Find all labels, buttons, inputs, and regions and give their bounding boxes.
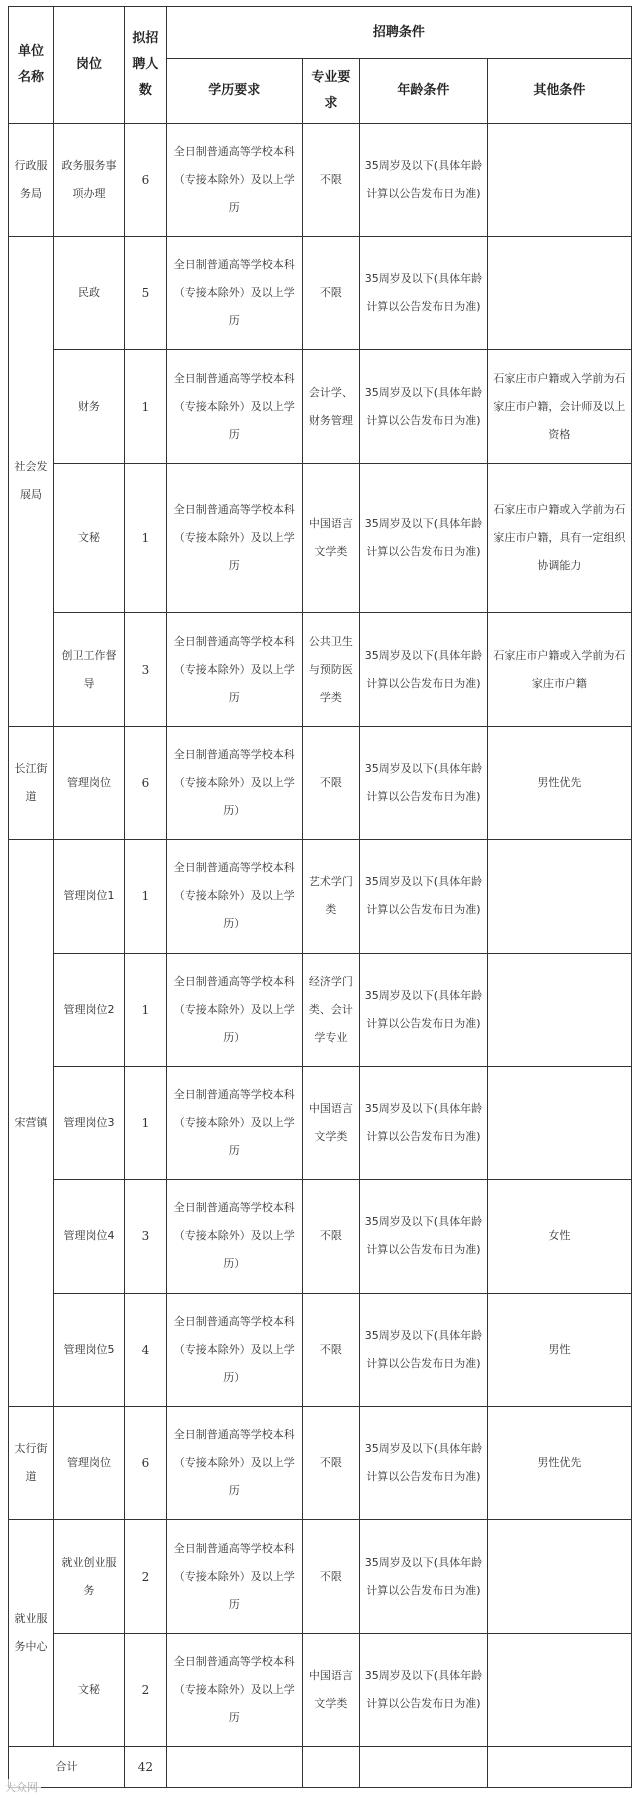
header-unit: 单位名称 xyxy=(9,7,54,124)
age-cell: 35周岁及以下(具体年龄计算以公告发布日为准) xyxy=(360,1633,488,1746)
education-cell: 全日制普通高等学校本科（专接本除外）及以上学历 xyxy=(166,123,302,236)
other-cell xyxy=(487,1066,631,1179)
education-cell: 全日制普通高等学校本科（专接本除外）及以上学历 xyxy=(166,1066,302,1179)
age-cell: 35周岁及以下(具体年龄计算以公告发布日为准) xyxy=(360,1520,488,1633)
count-cell: 6 xyxy=(125,726,167,839)
age-cell: 35周岁及以下(具体年龄计算以公告发布日为准) xyxy=(360,726,488,839)
education-cell: 全日制普通高等学校本科（专接本除外）及以上学历 xyxy=(166,613,302,726)
position-cell: 管理岗位5 xyxy=(53,1293,124,1406)
count-cell: 1 xyxy=(125,1066,167,1179)
major-cell: 中国语言文学类 xyxy=(302,1066,359,1179)
position-cell: 管理岗位3 xyxy=(53,1066,124,1179)
age-cell: 35周岁及以下(具体年龄计算以公告发布日为准) xyxy=(360,350,488,463)
count-cell: 1 xyxy=(125,463,167,613)
position-cell: 民政 xyxy=(53,237,124,350)
unit-cell: 太行街道 xyxy=(9,1406,54,1519)
other-cell xyxy=(487,953,631,1066)
count-cell: 2 xyxy=(125,1633,167,1746)
unit-cell: 行政服务局 xyxy=(9,123,54,236)
header-education: 学历要求 xyxy=(166,59,302,124)
other-cell xyxy=(487,123,631,236)
position-cell: 文秘 xyxy=(53,463,124,613)
other-cell: 石家庄市户籍或入学前为石家庄市户籍 xyxy=(487,613,631,726)
major-cell: 中国语言文学类 xyxy=(302,463,359,613)
unit-cell: 宋营镇 xyxy=(9,840,54,1407)
major-cell: 不限 xyxy=(302,1520,359,1633)
position-cell: 管理岗位 xyxy=(53,1406,124,1519)
count-cell: 1 xyxy=(125,350,167,463)
count-cell: 6 xyxy=(125,123,167,236)
count-cell: 3 xyxy=(125,1180,167,1293)
header-conditions: 招聘条件 xyxy=(166,7,631,59)
age-cell: 35周岁及以下(具体年龄计算以公告发布日为准) xyxy=(360,613,488,726)
age-cell: 35周岁及以下(具体年龄计算以公告发布日为准) xyxy=(360,1066,488,1179)
other-cell: 石家庄市户籍或入学前为石家庄市户籍，会计师及以上资格 xyxy=(487,350,631,463)
education-cell: 全日制普通高等学校本科（专接本除外）及以上学历 xyxy=(166,1633,302,1746)
total-count: 42 xyxy=(125,1747,167,1788)
age-cell: 35周岁及以下(具体年龄计算以公告发布日为准) xyxy=(360,237,488,350)
total-empty-cell xyxy=(360,1747,488,1788)
major-cell: 不限 xyxy=(302,237,359,350)
header-major: 专业要求 xyxy=(302,59,359,124)
header-other: 其他条件 xyxy=(487,59,631,124)
header-age: 年龄条件 xyxy=(360,59,488,124)
education-cell: 全日制普通高等学校本科（专接本除外）及以上学历 xyxy=(166,1406,302,1519)
recruitment-table xyxy=(8,6,632,1788)
major-cell: 不限 xyxy=(302,1406,359,1519)
education-cell: 全日制普通高等学校本科（专接本除外）及以上学历 xyxy=(166,237,302,350)
major-cell: 公共卫生与预防医学类 xyxy=(302,613,359,726)
position-cell: 管理岗位2 xyxy=(53,953,124,1066)
education-cell: 全日制普通高等学校本科（专接本除外）及以上学历） xyxy=(166,953,302,1066)
count-cell: 1 xyxy=(125,953,167,1066)
other-cell xyxy=(487,1633,631,1746)
other-cell xyxy=(487,840,631,953)
major-cell: 不限 xyxy=(302,1293,359,1406)
age-cell: 35周岁及以下(具体年龄计算以公告发布日为准) xyxy=(360,840,488,953)
total-empty-cell xyxy=(302,1747,359,1788)
position-cell: 管理岗位 xyxy=(53,726,124,839)
count-cell: 4 xyxy=(125,1293,167,1406)
watermark: 大众网 xyxy=(2,1779,41,1795)
unit-cell: 就业服务中心 xyxy=(9,1520,54,1747)
header-position: 岗位 xyxy=(53,7,124,124)
age-cell: 35周岁及以下(具体年龄计算以公告发布日为准) xyxy=(360,123,488,236)
position-cell: 创卫工作督导 xyxy=(53,613,124,726)
age-cell: 35周岁及以下(具体年龄计算以公告发布日为准) xyxy=(360,953,488,1066)
education-cell: 全日制普通高等学校本科（专接本除外）及以上学历） xyxy=(166,1293,302,1406)
other-cell: 男性 xyxy=(487,1293,631,1406)
position-cell: 政务服务事项办理 xyxy=(53,123,124,236)
count-cell: 6 xyxy=(125,1406,167,1519)
education-cell: 全日制普通高等学校本科（专接本除外）及以上学历） xyxy=(166,726,302,839)
education-cell: 全日制普通高等学校本科（专接本除外）及以上学历） xyxy=(166,840,302,953)
education-cell: 全日制普通高等学校本科（专接本除外）及以上学历） xyxy=(166,1180,302,1293)
total-label: 合计 xyxy=(9,1747,125,1788)
position-cell: 财务 xyxy=(53,350,124,463)
total-empty-cell xyxy=(166,1747,302,1788)
other-cell xyxy=(487,237,631,350)
other-cell: 女性 xyxy=(487,1180,631,1293)
other-cell: 男性优先 xyxy=(487,726,631,839)
other-cell: 男性优先 xyxy=(487,1406,631,1519)
unit-cell: 长江街道 xyxy=(9,726,54,839)
unit-cell: 社会发展局 xyxy=(9,237,54,727)
major-cell: 会计学、财务管理 xyxy=(302,350,359,463)
position-cell: 文秘 xyxy=(53,1633,124,1746)
header-count: 拟招聘人数 xyxy=(125,7,167,124)
age-cell: 35周岁及以下(具体年龄计算以公告发布日为准) xyxy=(360,1406,488,1519)
major-cell: 中国语言文学类 xyxy=(302,1633,359,1746)
age-cell: 35周岁及以下(具体年龄计算以公告发布日为准) xyxy=(360,1293,488,1406)
position-cell: 管理岗位4 xyxy=(53,1180,124,1293)
education-cell: 全日制普通高等学校本科（专接本除外）及以上学历 xyxy=(166,1520,302,1633)
total-empty-cell xyxy=(487,1747,631,1788)
position-cell: 管理岗位1 xyxy=(53,840,124,953)
count-cell: 1 xyxy=(125,840,167,953)
age-cell: 35周岁及以下(具体年龄计算以公告发布日为准) xyxy=(360,1180,488,1293)
major-cell: 经济学门类、会计学专业 xyxy=(302,953,359,1066)
count-cell: 3 xyxy=(125,613,167,726)
major-cell: 不限 xyxy=(302,1180,359,1293)
other-cell xyxy=(487,1520,631,1633)
other-cell: 石家庄市户籍或入学前为石家庄市户籍，具有一定组织协调能力 xyxy=(487,463,631,613)
education-cell: 全日制普通高等学校本科（专接本除外）及以上学历 xyxy=(166,463,302,613)
count-cell: 5 xyxy=(125,237,167,350)
age-cell: 35周岁及以下(具体年龄计算以公告发布日为准) xyxy=(360,463,488,613)
count-cell: 2 xyxy=(125,1520,167,1633)
position-cell: 就业创业服务 xyxy=(53,1520,124,1633)
major-cell: 艺术学门类 xyxy=(302,840,359,953)
major-cell: 不限 xyxy=(302,123,359,236)
major-cell: 不限 xyxy=(302,726,359,839)
education-cell: 全日制普通高等学校本科（专接本除外）及以上学历 xyxy=(166,350,302,463)
